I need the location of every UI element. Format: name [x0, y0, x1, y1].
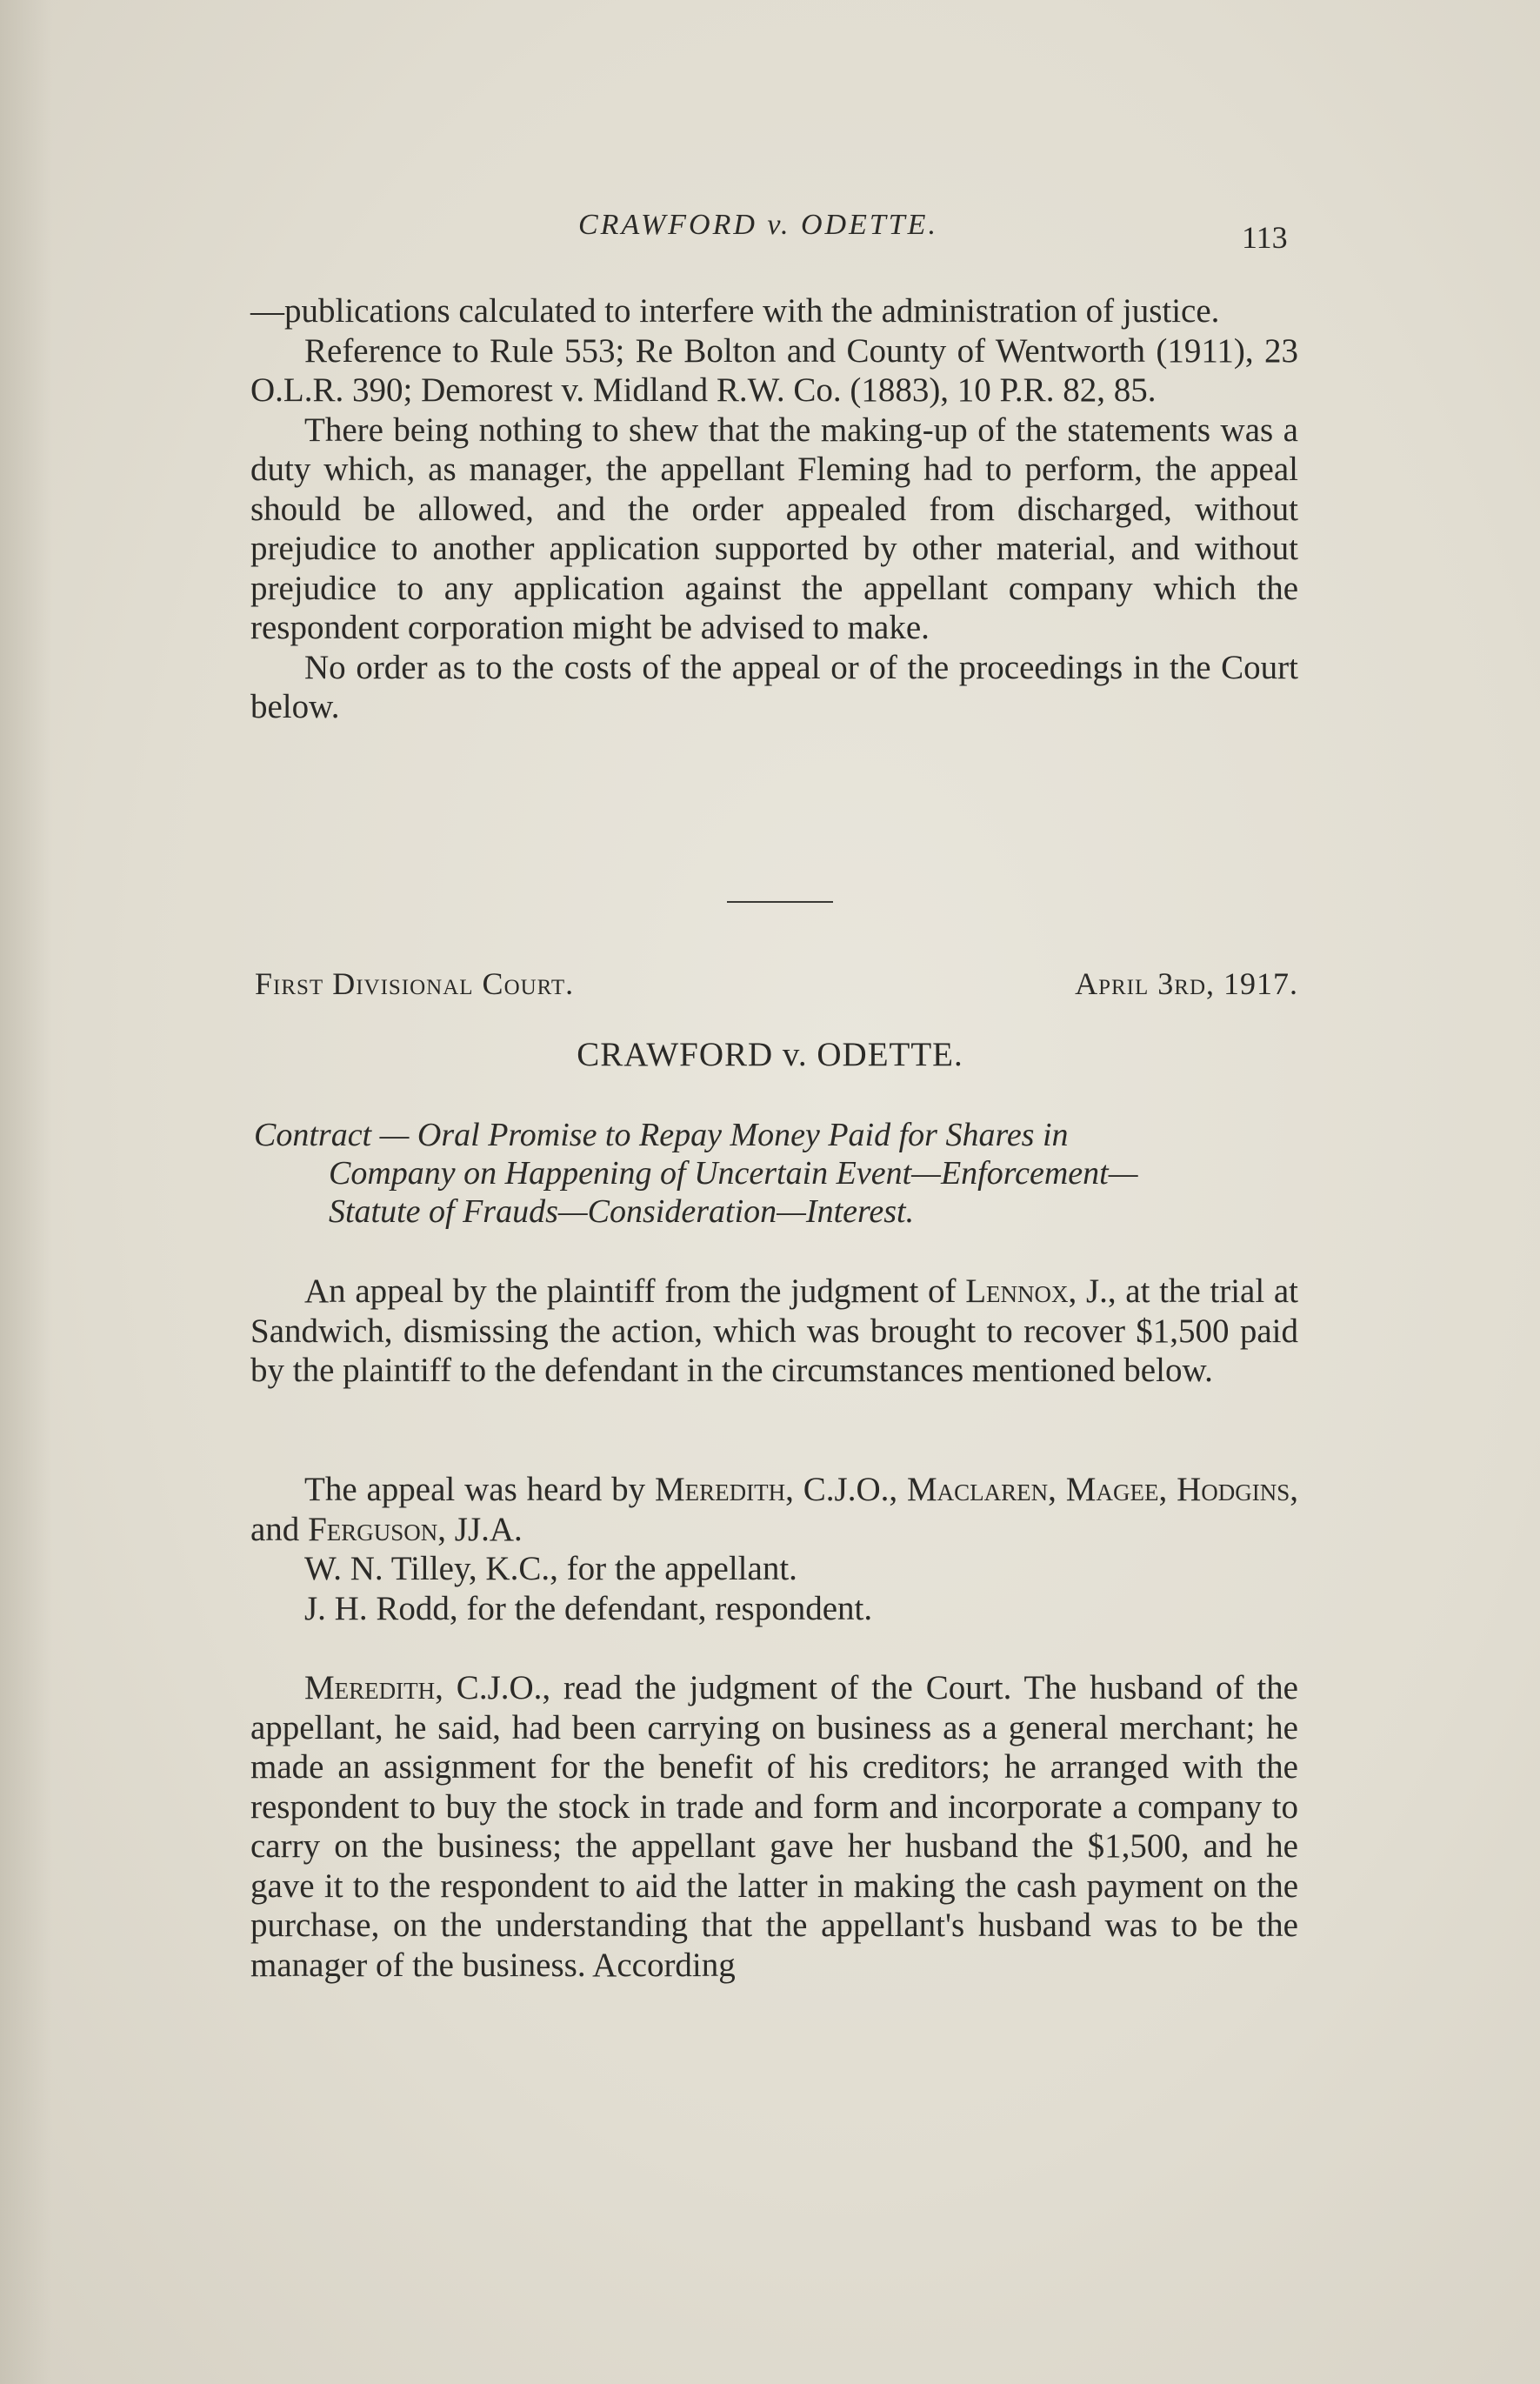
judge-name: Magee: [1065, 1471, 1159, 1508]
hearing-block: [250, 1470, 1298, 1628]
judge-name: Ferguson: [308, 1510, 438, 1548]
judge-name: Hodgins: [1177, 1471, 1290, 1508]
appeal-paragraph: [250, 1272, 1298, 1391]
hearing-text: ,: [1048, 1471, 1066, 1508]
appeal-summary: [250, 1272, 1298, 1391]
appeal-text: , J., at the trial at Sandwich, dismissing the action, which was brought to recover $1,500 paid by the plaintiff to the defendant in the circumstances mentioned below.: [250, 1272, 1299, 1389]
judgment-block: [250, 1668, 1298, 1985]
paragraph-continuation: —publications calculated to interfere with the administration of justice.: [250, 292, 1220, 330]
judge-name: Meredith: [654, 1471, 786, 1508]
judgment-judge-name: Meredith: [304, 1669, 436, 1706]
page-number: 113: [1242, 220, 1288, 255]
judgment-text: , C.J.O., read the judgment of the Court. The husband of the appellant, he said, had been carrying on business as a general merchant; he made an assignment for the benefit of his creditors; he arranged with the respondent to buy the stock in trade and form and incorporate a company to carry on the business; the appellant gave her husband the $1,500, and he gave it to the respondent to aid the latter in making the cash payment on the purchase, on the understanding that the appellant's husband was to be the manager of the business. According: [250, 1669, 1298, 1984]
hearing-text: , and: [250, 1471, 1299, 1548]
running-head: CRAWFORD v. ODETTE.: [578, 209, 938, 241]
court-name: First Divisional Court.: [255, 966, 575, 1001]
trial-judge-name: Lennox: [965, 1272, 1069, 1310]
counsel-respondent: J. H. Rodd, for the defendant, respondent.: [304, 1589, 873, 1627]
paragraph-conclusion: There being nothing to shew that the making-up of the statements was a duty which, as manager, the appellant Fleming had to perform, the appeal should be allowed, and the order appealed from discharged, without prejudice to another application supported by other material, and without prejudice to any application against the appellant company which the respondent corporation might be advised to make.: [250, 411, 1298, 646]
hearing-text: , JJ.A.: [437, 1510, 523, 1548]
case-date: April 3rd, 1917.: [1075, 966, 1298, 1001]
judgment-paragraph: [250, 1668, 1298, 1985]
headnote-line: Statute of Frauds—Consideration—Interest.: [329, 1193, 915, 1230]
counsel-appellant: W. N. Tilley, K.C., for the appellant.: [304, 1550, 797, 1587]
page-gutter-shadow: [0, 0, 52, 2384]
headnote-line: Contract — Oral Promise to Repay Money Paid for Shares in: [254, 1117, 1069, 1153]
headnote: [254, 1116, 1302, 1231]
appeal-text: An appeal by the plaintiff from the judgment of: [304, 1272, 966, 1310]
paragraph-references: Reference to Rule 553; Re Bolton and County of Wentworth (1911), 23 O.L.R. 390; Demorest v. Midland R.W. Co. (1883), 10 P.R. 82, 85.: [250, 331, 1298, 409]
section-divider: [727, 901, 833, 903]
judge-name: Maclaren: [906, 1471, 1049, 1508]
hearing-text: ,: [1158, 1471, 1177, 1508]
headnote-line: Company on Happening of Uncertain Event—Enforcement—: [329, 1155, 1138, 1192]
hearing-text: The appeal was heard by: [304, 1471, 655, 1508]
hearing-paragraph: [250, 1470, 1298, 1549]
hearing-text: , C.J.O.,: [785, 1471, 907, 1508]
case-title: CRAWFORD v. ODETTE.: [577, 1036, 963, 1073]
court-date-line: [255, 965, 1298, 1002]
preceding-case-text: [250, 291, 1298, 727]
paragraph-costs: No order as to the costs of the appeal or of the proceedings in the Court below.: [250, 648, 1298, 725]
